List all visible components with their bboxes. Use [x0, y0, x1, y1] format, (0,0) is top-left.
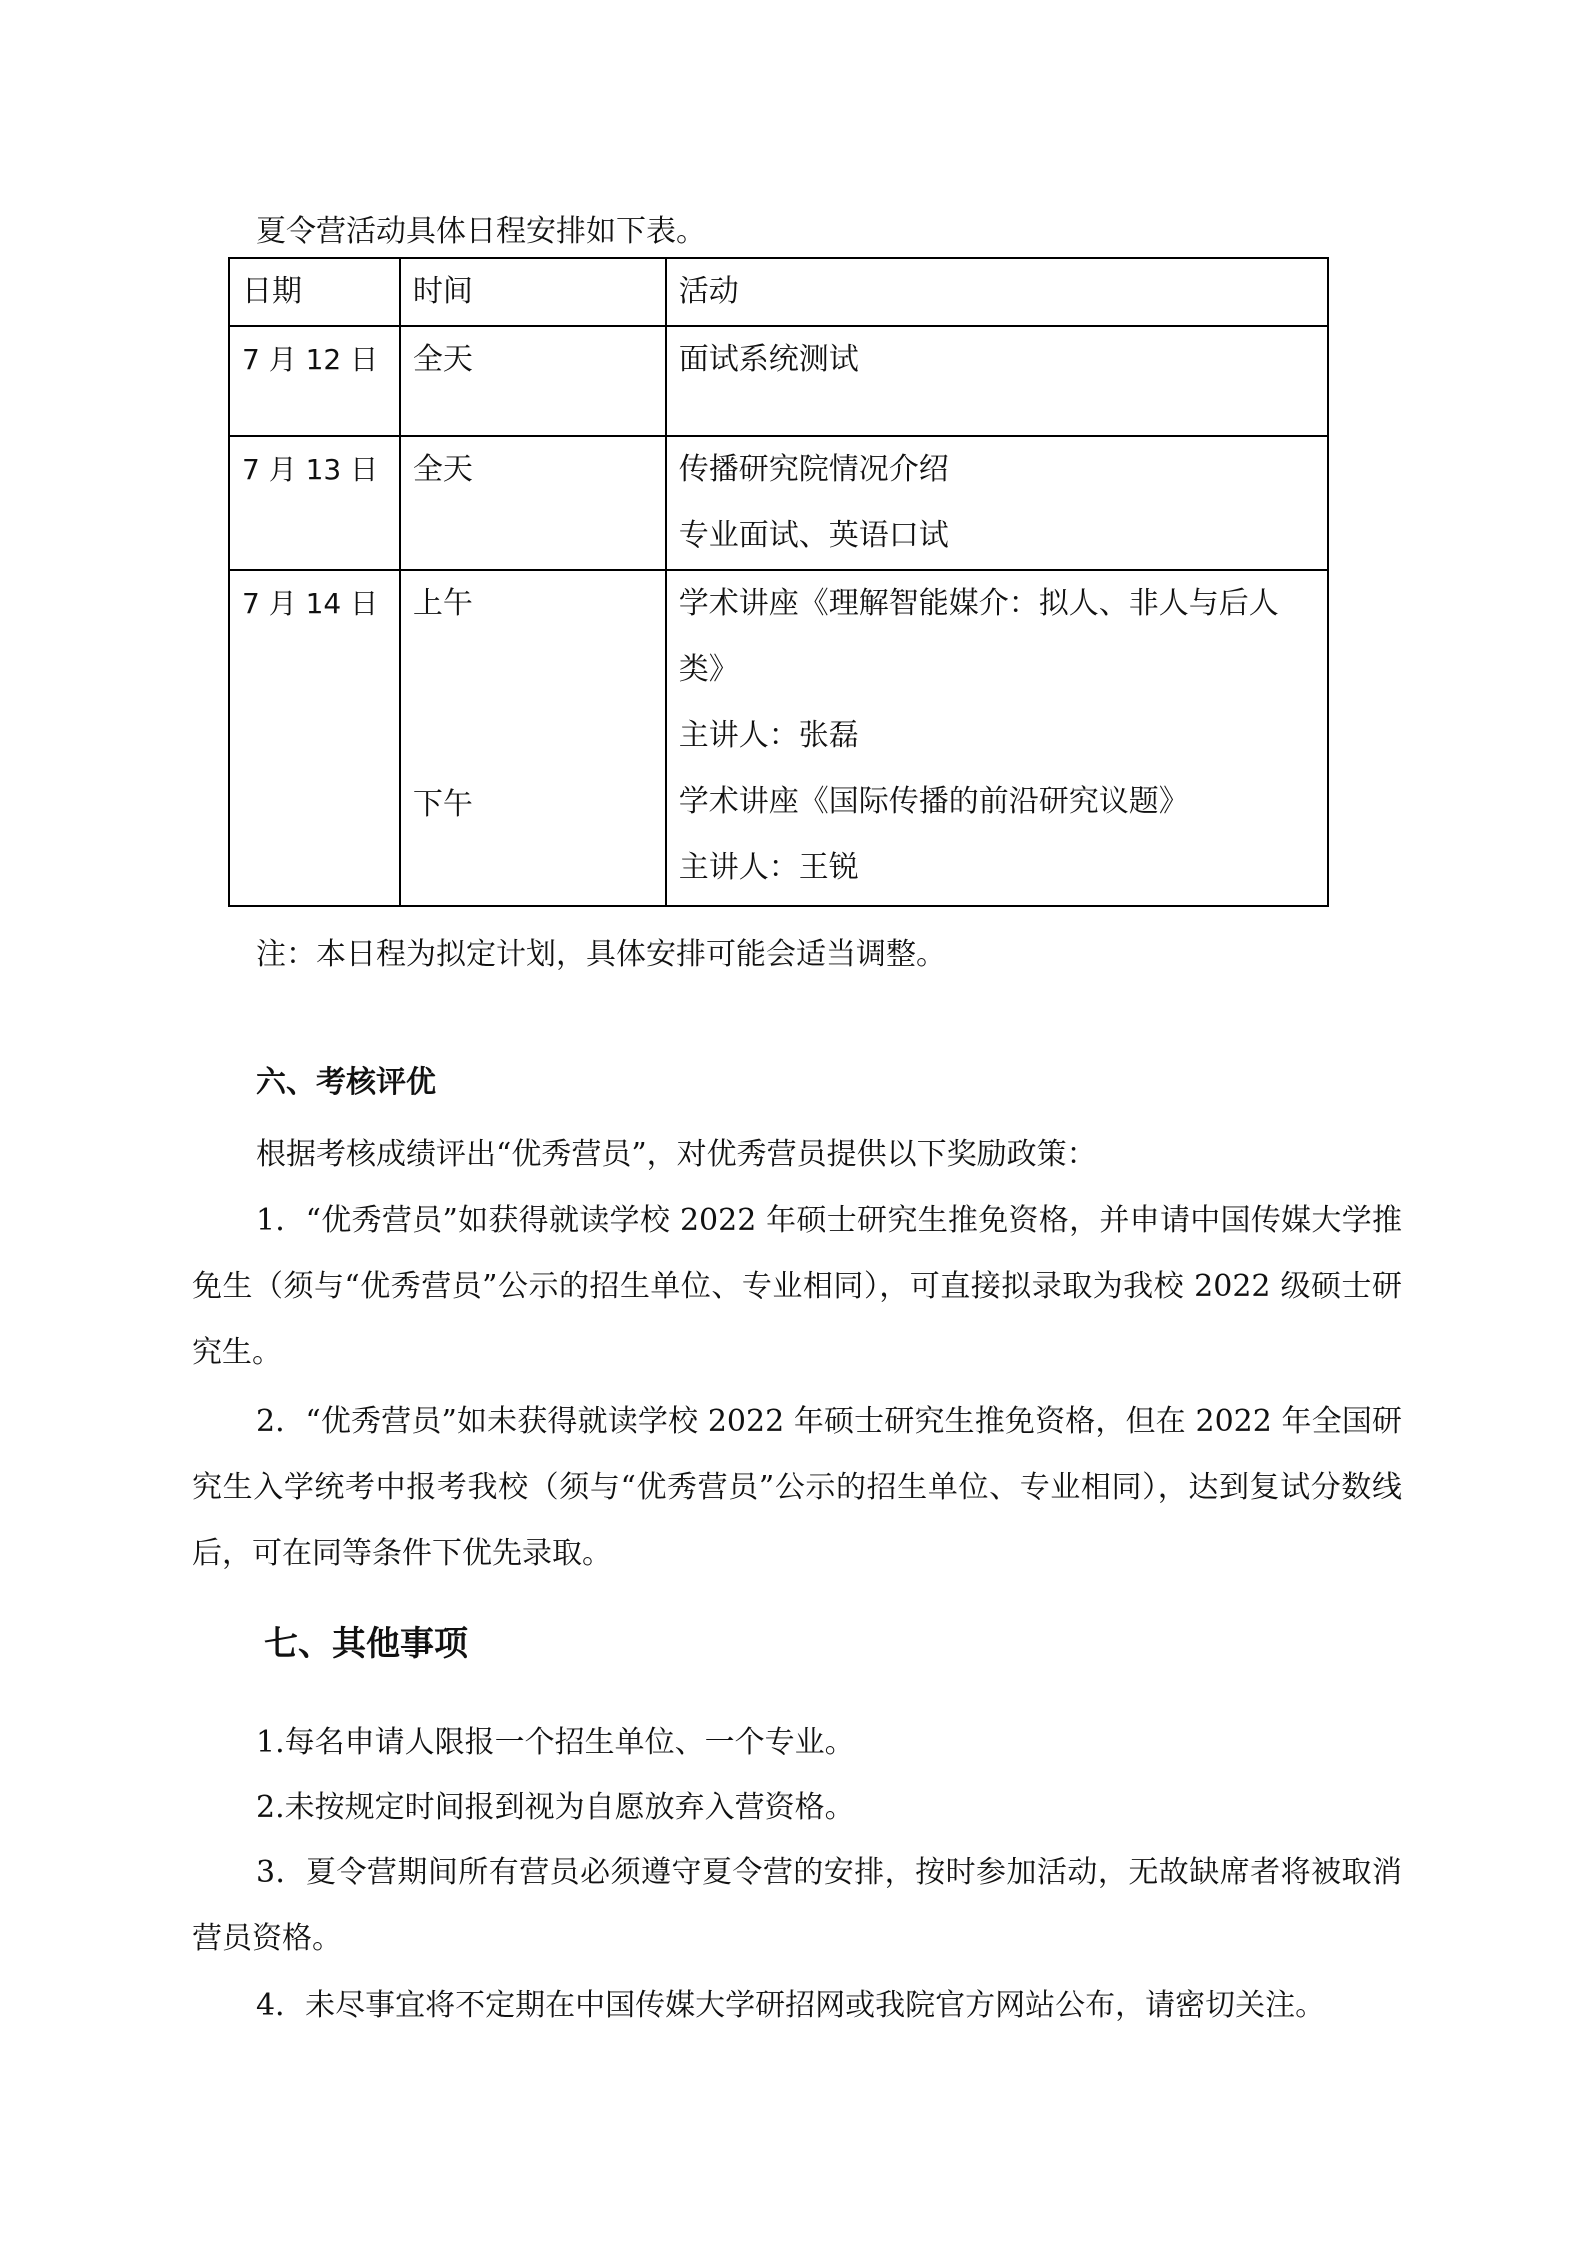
activity-line: 学术讲座《理解智能媒介：拟人、非人与后人类》: [678, 586, 1279, 687]
section-6-item-2: 2．“优秀营员”如未获得就读学校 2022 年硕士研究生推免资格，但在 2022 年全国研究生入学统考中报考我校（须与“优秀营员”公示的招生单位、专业相同），达到复试分数线后，可在同等条件下优先录取。: [192, 1404, 1402, 1571]
section-6-item-1: 1．“优秀营员”如获得就读学校 2022 年硕士研究生推免资格，并申请中国传媒大学推免生（须与“优秀营员”公示的招生单位、专业相同），可直接拟录取为我校 2022 级硕士研究生。: [192, 1203, 1402, 1370]
time-label: 全天: [412, 342, 473, 377]
date-cell: 7 月 14 日: [229, 570, 400, 906]
time-cell: [400, 570, 666, 906]
time-spacer: [413, 637, 653, 772]
header-activity: 活动: [666, 258, 1328, 326]
time-label: 全天: [412, 452, 473, 487]
date-cell: 7 月 12 日: [229, 326, 400, 436]
section-6-intro: 根据考核成绩评出“优秀营员”，对优秀营员提供以下奖励政策：: [256, 1137, 1097, 1172]
schedule-note: 注：本日程为拟定计划，具体安排可能会适当调整。: [256, 937, 946, 972]
activity-line: 专业面试、英语口试: [678, 518, 949, 553]
section-7-item-4: 4．未尽事宜将不定期在中国传媒大学研招网或我院官方网站公布，请密切关注。: [256, 1988, 1326, 2023]
schedule-table: [228, 257, 1329, 907]
section-7-item-2: 2.未按规定时间报到视为自愿放弃入营资格。: [256, 1790, 855, 1825]
time-label: 上午: [412, 586, 473, 621]
schedule-intro: 夏令营活动具体日程安排如下表。: [256, 214, 706, 249]
activity-cell: [666, 570, 1328, 906]
time-cell: [400, 326, 666, 436]
activity-line: 传播研究院情况介绍: [678, 452, 949, 487]
header-time: 时间: [400, 258, 666, 326]
header-date: 日期: [229, 258, 400, 326]
table-header-row: [229, 258, 1328, 326]
table-row: [229, 326, 1328, 436]
section-7-heading: 七、其他事项: [264, 1624, 468, 1664]
table-row: [229, 436, 1328, 570]
activity-line: 主讲人：张磊: [678, 718, 859, 753]
time-label: 下午: [412, 787, 473, 822]
time-cell: [400, 436, 666, 570]
section-7-item-1: 1.每名申请人限报一个招生单位、一个专业。: [256, 1725, 855, 1760]
activity-line: 学术讲座《国际传播的前沿研究议题》: [678, 784, 1189, 819]
section-6-heading: 六、考核评优: [256, 1065, 436, 1100]
section-7-item-3: 3．夏令营期间所有营员必须遵守夏令营的安排，按时参加活动，无故缺席者将被取消营员资格。: [192, 1855, 1402, 1956]
activity-line: 主讲人：王锐: [678, 850, 859, 885]
activity-cell: [666, 326, 1328, 436]
activity-line: 面试系统测试: [678, 342, 859, 377]
date-cell: 7 月 13 日: [229, 436, 400, 570]
table-row: [229, 570, 1328, 906]
activity-cell: [666, 436, 1328, 570]
